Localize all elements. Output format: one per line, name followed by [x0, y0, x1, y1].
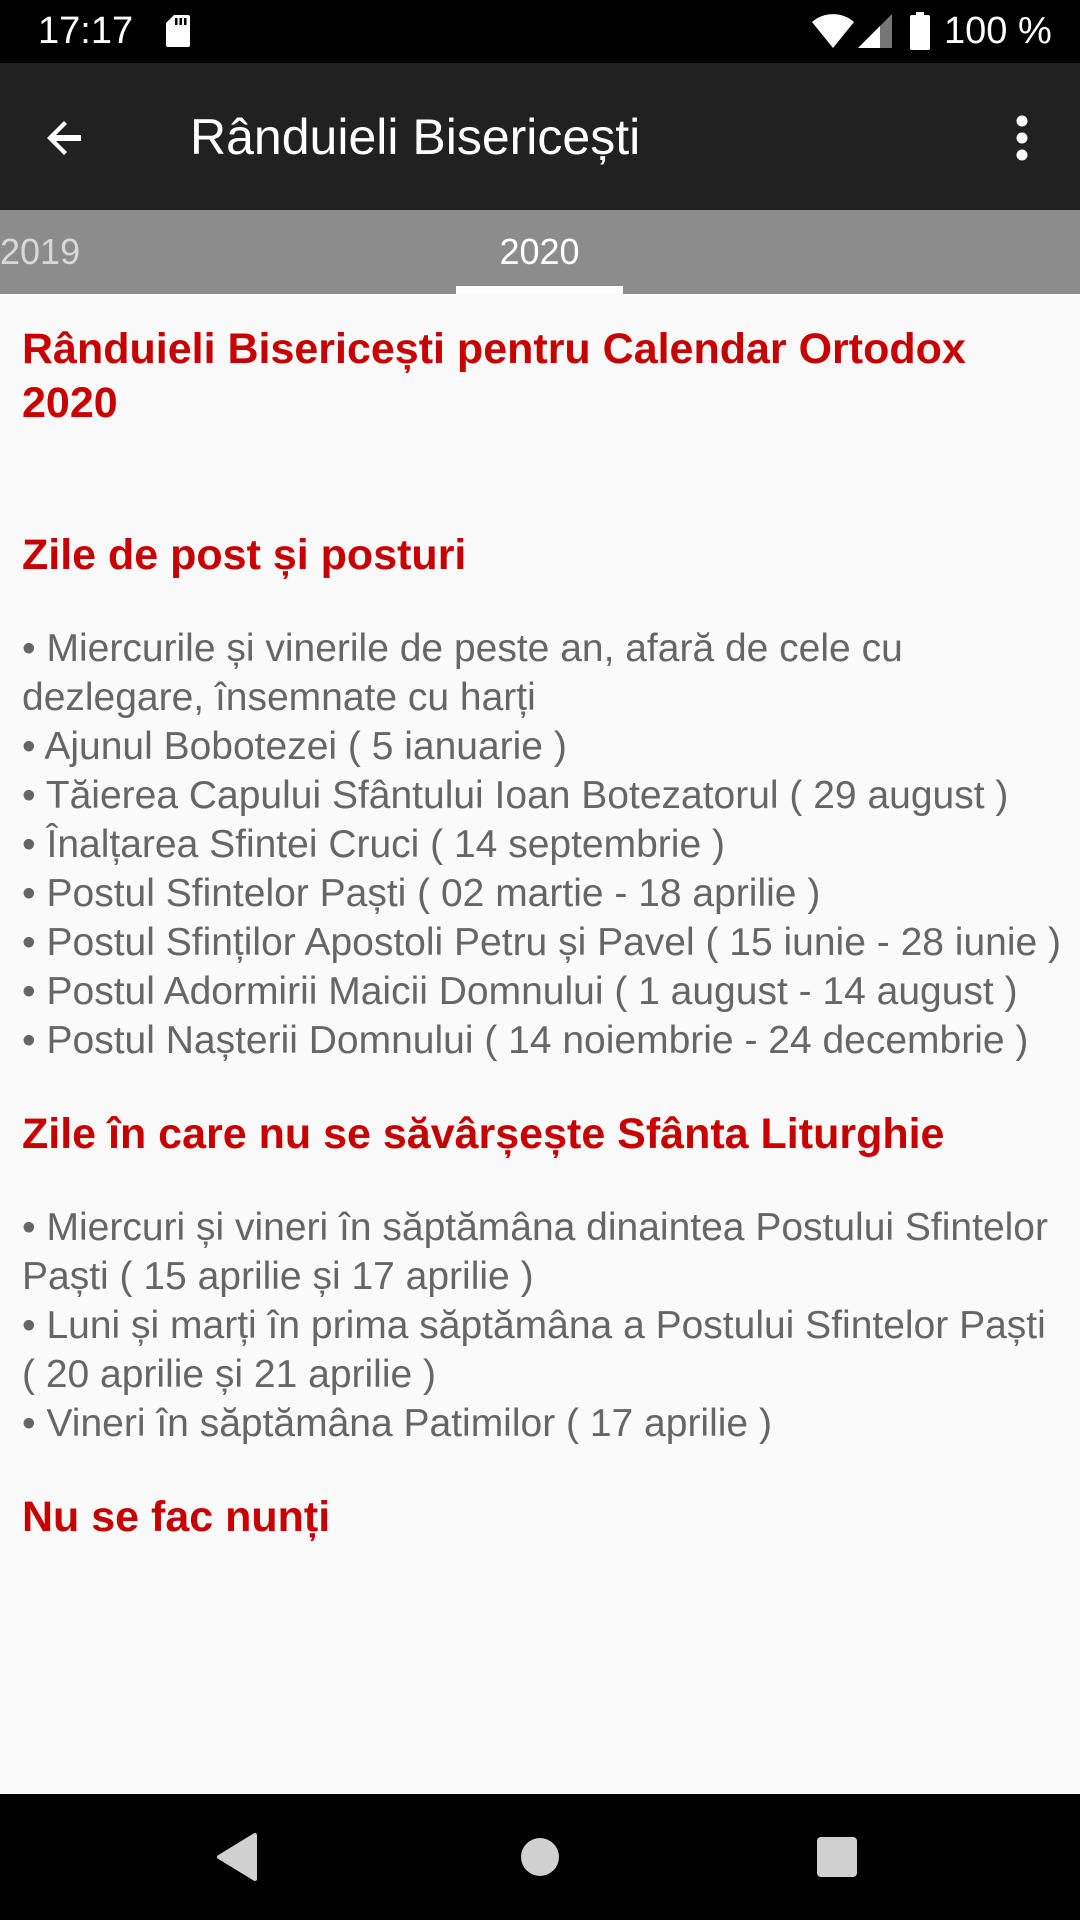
list-item: • Luni și marți în prima săptămâna a Postului Sfintelor Paști ( 20 aprilie și 21 aprilie )	[22, 1304, 1046, 1396]
nav-home-icon	[520, 1837, 560, 1877]
section-heading-fasting-days: Zile de post și posturi	[22, 531, 467, 579]
page-title: Rânduieli Bisericești pentru Calendar Ortodox 2020	[22, 325, 966, 427]
content-body	[22, 322, 1062, 1586]
list-item: • Postul Sfinților Apostoli Petru și Pavel ( 15 iunie - 28 iunie )	[22, 921, 1062, 964]
fasting-days-list	[22, 624, 1062, 1065]
list-item: • Vineri în săptămâna Patimilor ( 17 aprilie )	[22, 1402, 772, 1445]
no-liturgy-list	[22, 1203, 1062, 1448]
signal-icon	[858, 14, 892, 48]
tab-2019[interactable]: 2019	[0, 231, 81, 272]
nav-home-button[interactable]	[507, 1824, 573, 1890]
nav-recents-icon	[816, 1836, 858, 1878]
content-scroll-area[interactable]	[0, 294, 1080, 1794]
app-title: Rânduieli Bisericești	[190, 109, 641, 165]
nav-back-icon	[215, 1832, 259, 1882]
app-bar	[0, 63, 1080, 210]
nav-back-button[interactable]	[204, 1824, 270, 1890]
more-options-button[interactable]	[1000, 103, 1044, 173]
back-button[interactable]	[30, 103, 100, 173]
wifi-icon	[812, 14, 854, 48]
list-item: • Înalțarea Sfintei Cruci ( 14 septembrie )	[22, 823, 725, 866]
arrow-left-icon	[41, 114, 89, 162]
sd-card-icon	[166, 15, 190, 47]
battery-percentage: 100 %	[944, 10, 1052, 52]
tab-selected-indicator	[456, 286, 623, 294]
tab-2020[interactable]: 2020	[499, 231, 580, 272]
list-item: • Ajunul Bobotezei ( 5 ianuarie )	[22, 725, 567, 768]
list-item: • Postul Nașterii Domnului ( 14 noiembrie - 24 decembrie )	[22, 1019, 1029, 1062]
status-bar	[0, 0, 1080, 63]
section-heading-no-weddings: Nu se fac nunți	[22, 1493, 331, 1541]
list-item: • Postul Adormirii Maicii Domnului ( 1 august - 14 august )	[22, 970, 1018, 1013]
list-item: • Miercurile și vinerile de peste an, afară de cele cu dezlegare, însemnate cu harți	[22, 627, 903, 719]
section-heading-no-liturgy: Zile în care nu se săvârșește Sfânta Liturghie	[22, 1110, 945, 1158]
navigation-bar	[0, 1794, 1080, 1920]
year-tabs	[0, 210, 1080, 294]
battery-icon	[910, 12, 930, 50]
list-item: • Miercuri și vineri în săptămâna dinaintea Postului Sfintelor Paști ( 15 aprilie și 17 aprilie )	[22, 1206, 1048, 1298]
more-vert-icon	[1015, 115, 1029, 161]
list-item: • Postul Sfintelor Paști ( 02 martie - 18 aprilie )	[22, 872, 821, 915]
status-time: 17:17	[38, 10, 134, 52]
nav-recents-button[interactable]	[804, 1824, 870, 1890]
list-item: • Tăierea Capului Sfântului Ioan Botezatorul ( 29 august )	[22, 774, 1009, 817]
